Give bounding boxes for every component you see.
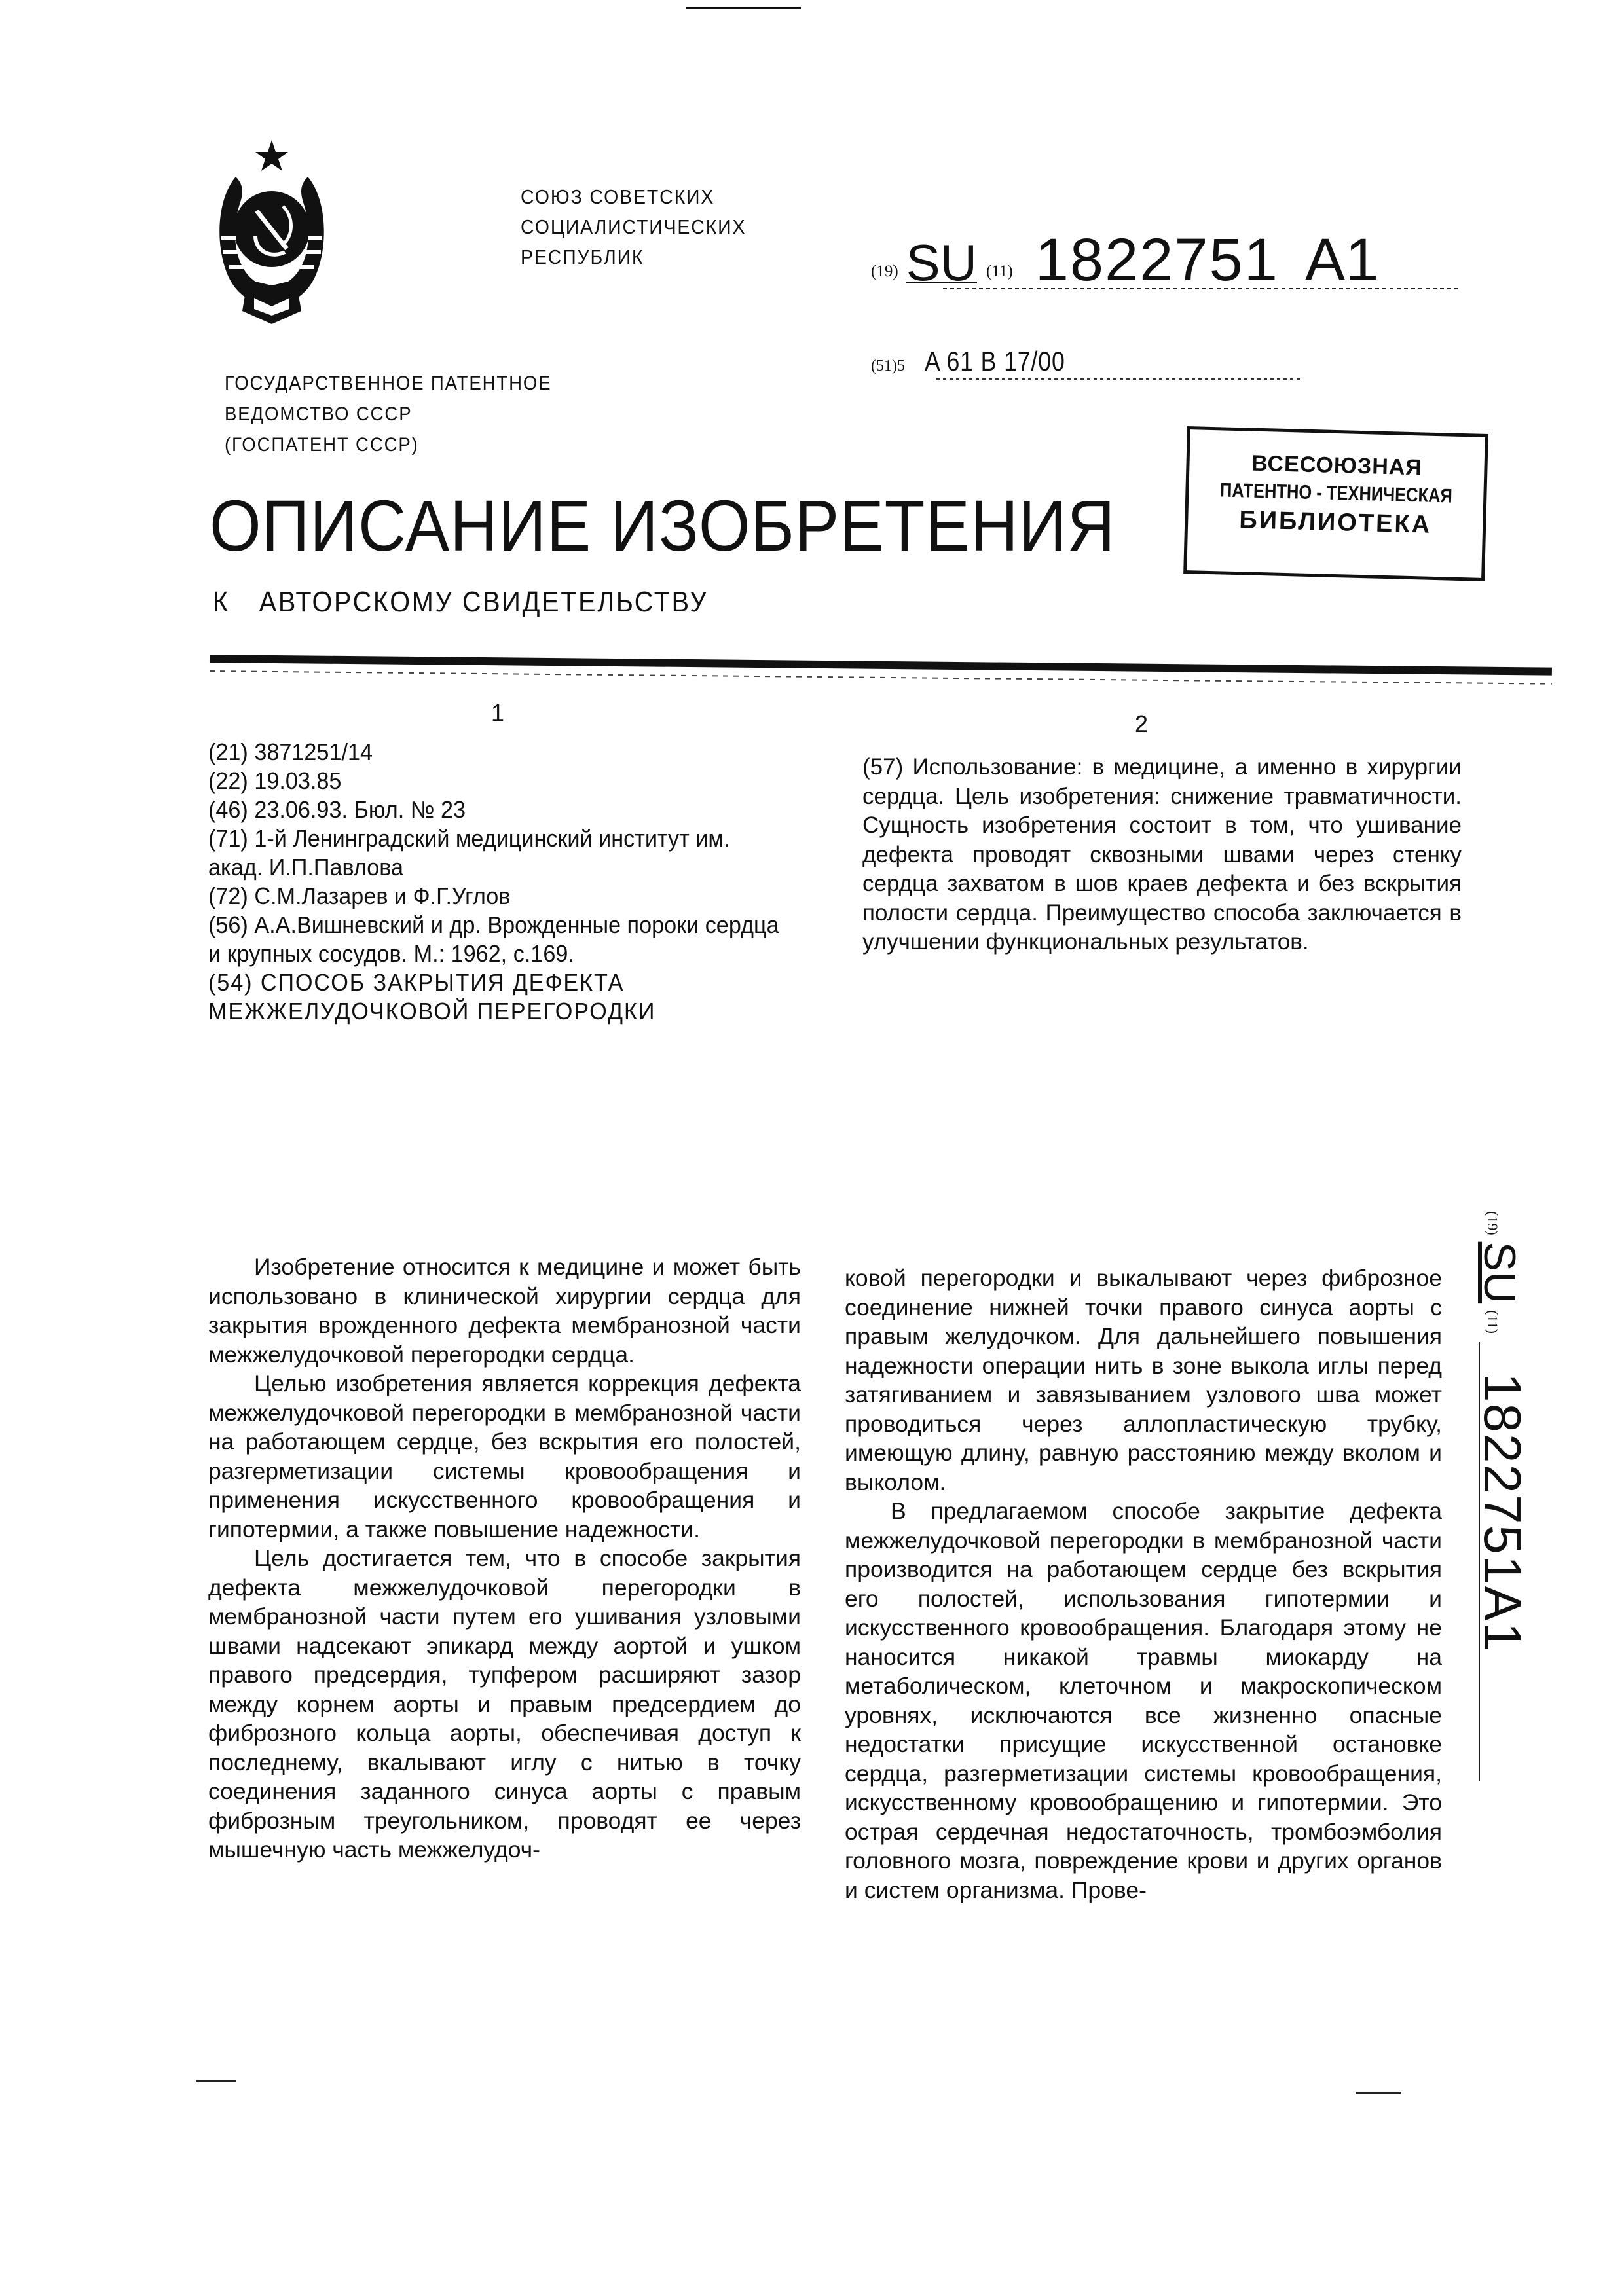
biblio-item: (22) 19.03.85 (208, 767, 787, 795)
office-line: (ГОСПАТЕНТ СССР) (225, 429, 551, 460)
biblio-item: (46) 23.06.93. Бюл. № 23 (208, 795, 787, 824)
country-line: СОЦИАЛИСТИЧЕСКИХ (521, 212, 746, 242)
footer-mark-right (1356, 2092, 1401, 2094)
stamp-line: ВСЕСОЮЗНАЯ (1189, 449, 1485, 483)
office-line: ВЕДОМСТВО СССР (225, 399, 551, 429)
invention-title: (54) СПОСОБ ЗАКРЫТИЯ ДЕФЕКТА МЕЖЖЕЛУДОЧКОВОЙ ПЕРЕГОРОДКИ (208, 968, 787, 1026)
biblio-item: (71) 1-й Ленинградский медицинский институт им. акад. И.П.Павлова (208, 824, 787, 882)
abstract-text: (57) Использование: в медицине, а именно в хирургии сердца. Цель изобретения: снижение травматичности. Сущность изобретения состоит в том, что ушивание дефекта проводят сквозными швами через стенку сердца захватом в шов краев дефекта и без вскрытия полости сердца. Преимущество способа заключается в улучшении функциональных результатов. (862, 753, 1462, 957)
biblio-item: (72) С.М.Лазарев и Ф.Г.Углов (208, 882, 787, 911)
body-column-right (845, 1264, 1442, 1904)
side-divider (1479, 1342, 1480, 1781)
publication-number (871, 226, 1378, 295)
kind-code: A1 (1305, 227, 1379, 293)
document-title: ОПИСАНИЕ ИЗОБРЕТЕНИЯ (210, 484, 1115, 568)
column-number-left: 1 (491, 699, 504, 727)
paragraph: Изобретение относится к медицине и может быть использовано в клинической хирургии сердца для закрытия врожденного дефекта мембранозной части межжелудочковой перегородки сердца. (208, 1252, 801, 1369)
patent-number: 1822751 (1035, 227, 1279, 293)
footer-mark-left (196, 2080, 236, 2082)
inid-code-11: (11) (986, 263, 1013, 280)
side-patent-label (1457, 1211, 1529, 1768)
inid-code-19: (19) (871, 263, 898, 280)
subtitle-prefix: К (213, 586, 230, 618)
side-inid-19: (19) (1485, 1211, 1501, 1235)
top-rule (686, 7, 801, 9)
library-stamp (1183, 426, 1488, 581)
side-inid-11: (11) (1485, 1310, 1501, 1334)
ipc-classification (871, 346, 1090, 377)
body-column-left (208, 1252, 801, 1865)
country-name (521, 182, 746, 272)
paragraph: Цель достигается тем, что в способе закрытия дефекта межжелудочковой перегородки в мембранозной части путем его ушивания узловыми швами надсекают эпикард между аортой и ушком правого предсердия, тупфером расширяют зазор между корнем аорты и правым предсердием до фиброзного кольца аорты, обеспечивая доступ к последнему, вкалывают иглу с нитью в точку соединения заданного синуса аорты с правым фиброзным треугольником, проводят ее через мышечную часть межжелудоч- (208, 1544, 801, 1865)
side-kind: A1 (1473, 1586, 1532, 1652)
stamp-line: ПАТЕНТНО - ТЕХНИЧЕСКАЯ (1211, 479, 1462, 508)
column-number-right: 2 (1135, 710, 1148, 738)
office-line: ГОСУДАРСТВЕННОЕ ПАТЕНТНОЕ (225, 368, 551, 399)
subtitle-text: АВТОРСКОМУ СВИДЕТЕЛЬСТВУ (259, 586, 708, 618)
paragraph: В предлагаемом способе закрытие дефекта межжелудочковой перегородки в мембранозной части производится на работающем сердце без вскрытия его полостей, использования гипотермии и искусственного кровообращения. Благодаря этому не наносится никакой травмы миокарду на метаболическом, клеточном и макроскопическом уровнях, исключаются все жизненно опасные недостатки присущие искусственной остановке сердца, разгерметизации системы кровообращения, искусственному кровообращению и гипотермии. Это острая сердечная недостаточность, тромбоэмболия головного мозга, повреждение крови и других органов и систем организма. Прове- (845, 1497, 1442, 1904)
stamp-line: БИБЛИОТЕКА (1188, 505, 1483, 541)
bibliographic-data (208, 738, 787, 1026)
ipc-value: A 61 B 17/00 (925, 346, 1065, 377)
paragraph: Целью изобретения является коррекция дефекта межжелудочковой перегородки в мембранозной части на работающем сердце, без вскрытия его полостей, разгерметизации системы кровообращения и применения искусственного кровообращения и гипотермии, а также повышение надежности. (208, 1369, 801, 1544)
country-line: РЕСПУБЛИК (521, 242, 746, 272)
divider (943, 288, 1460, 289)
side-number: 1822751 (1473, 1373, 1532, 1586)
country-line: СОЮЗ СОВЕТСКИХ (521, 182, 746, 212)
country-code: SU (906, 234, 977, 291)
patent-office (225, 368, 551, 460)
document-subtitle (213, 586, 708, 619)
side-country: SU (1475, 1242, 1524, 1303)
abstract (862, 753, 1462, 957)
divider (936, 378, 1303, 380)
ussr-coat-of-arms-icon (210, 137, 334, 327)
biblio-item: (56) А.А.Вишневский и др. Врожденные пороки сердца и крупных сосудов. М.: 1962, с.169. (208, 911, 787, 968)
paragraph: ковой перегородки и выкалывают через фиброзное соединение нижней точки правого синуса аорты с правым желудочком. Для дальнейшего повышения надежности операции нить в зоне выкола иглы перед затягиванием и завязыванием узлового шва может проводиться через аллопластическую трубку, имеющую длину, равную расстоянию между вколом и выколом. (845, 1264, 1442, 1497)
inid-code-51: (51)5 (871, 357, 905, 374)
biblio-item: (21) 3871251/14 (208, 738, 787, 767)
